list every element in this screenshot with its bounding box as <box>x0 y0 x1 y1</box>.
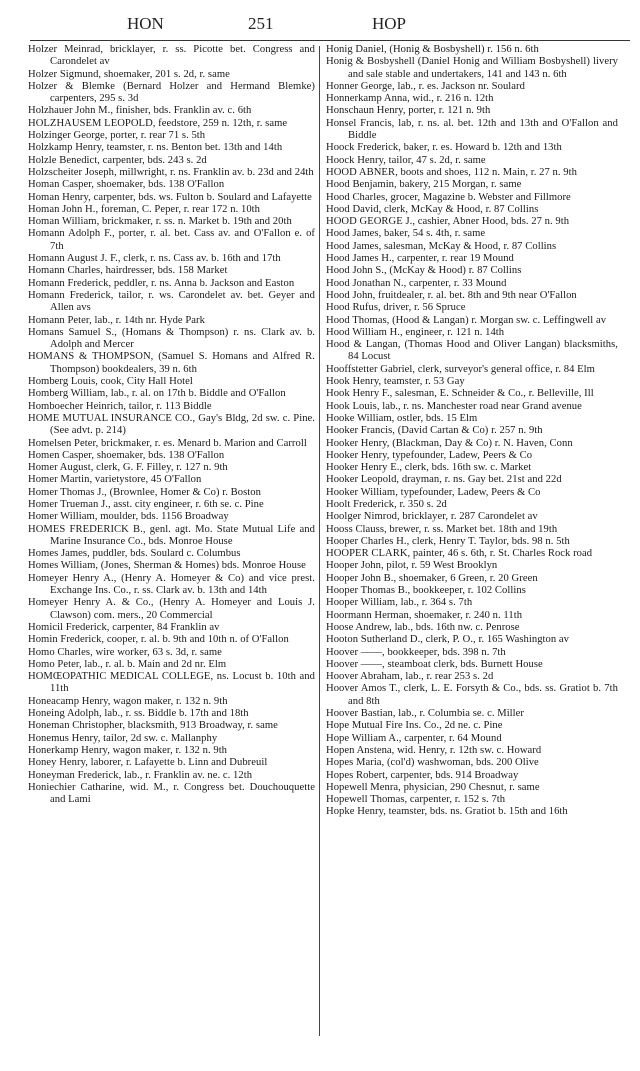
directory-entry: Homen Casper, shoemaker, bds. 138 O'Fallon <box>28 449 225 461</box>
directory-entry: HOMES FREDERICK B., genl. agt. Mo. State Mutual Life and Marine Insurance Co., bds. Monroe House <box>28 523 315 547</box>
directory-entry: Honnerkamp Anna, wid., r. 216 n. 12th <box>326 93 494 105</box>
directory-entry: Homicil Frederick, carpenter, 84 Franklin av <box>28 621 220 633</box>
directory-entry: Hoover Abraham, lab., r. rear 253 s. 2d <box>326 671 494 683</box>
directory-entry: Honner George, lab., r. es. Jackson nr. Soulard <box>326 80 525 92</box>
right-column <box>326 44 618 819</box>
directory-entry: Honsel Francis, lab, r. ns. al. bet. 12th and 13th and O'Fallon and Biddle <box>326 117 618 142</box>
directory-entry: Homer William, moulder, bds. 1156 Broadway <box>28 511 229 523</box>
directory-entry: Holzhauer John M., finisher, bds. Franklin av. c. 6th <box>28 105 252 117</box>
directory-entry: Hood Rufus, driver, r. 56 Spruce <box>326 302 466 314</box>
directory-entry: Honig & Bosbyshell (Daniel Honig and William Bosbyshell) livery and sale stable and undertakers, 141 and 143 n. 6th <box>326 56 618 80</box>
directory-entry: Honschaun Henry, porter, r. 121 n. 9th <box>326 105 491 117</box>
directory-entry: Homes William, (Jones, Sherman & Homes) bds. Monroe House <box>28 560 306 572</box>
column-divider <box>319 46 320 1036</box>
directory-entry: Hopewell Menra, physician, 290 Chesnut, r. same <box>326 781 540 793</box>
directory-entry: Hope Mutual Fire Ins. Co., 2d ne. c. Pine <box>326 720 503 732</box>
directory-entry: Hoose Andrew, lab., bds. 16th nw. c. Penrose <box>326 621 520 633</box>
directory-entry: Homan John H., foreman, C. Peper, r. rear 172 n. 10th <box>28 203 261 215</box>
directory-entry: HOLZHAUSEM LEOPOLD, feedstore, 259 n. 12th, r. same <box>28 117 288 129</box>
directory-entry: Hooffstetter Gabriel, clerk, surveyor's general office, r. 84 Elm <box>326 363 595 375</box>
directory-entry: Hood John, fruitdealer, r. al. bet. 8th and 9th near O'Fallon <box>326 289 577 301</box>
left-column <box>28 44 315 806</box>
directory-entry: Holzer Sigmund, shoemaker, 201 s. 2d, r. same <box>28 68 230 80</box>
directory-entry: Hook Henry F., salesman, E. Schneider & Co., r. Belleville, Ill <box>326 388 594 400</box>
directory-entry: Hope William A., carpenter, r. 64 Mound <box>326 732 502 744</box>
directory-entry: Homo Peter, lab., r. al. b. Main and 2d nr. Elm <box>28 658 227 670</box>
directory-entry: Honeing Adolph, lab., r. ss. Biddle b. 17th and 18th <box>28 708 249 720</box>
directory-entry: Homberg William, lab., r. al. on 17th b. Biddle and O'Fallon <box>28 388 286 400</box>
directory-entry: Homelsen Peter, brickmaker, r. es. Menard b. Marion and Carroll <box>28 437 307 449</box>
header-rule <box>30 40 630 41</box>
directory-entry: Hoormann Herman, shoemaker, r. 240 n. 11th <box>326 609 523 621</box>
right-guide-word: HOP <box>372 14 407 33</box>
directory-entry: Homann Peter, lab., r. 14th nr. Hyde Park <box>28 314 205 326</box>
directory-entry: Honiechier Catharine, wid. M., r. Congress bet. Douchouquette and Lami <box>28 781 315 806</box>
directory-entry: HOME MUTUAL INSURANCE CO., Gay's Bldg, 2d sw. c. Pine. (See advt. p. 214) <box>28 412 315 437</box>
directory-entry: Hooper John B., shoemaker, 6 Green, r. 20 Green <box>326 572 538 584</box>
directory-entry: Homes James, puddler, bds. Soulard c. Columbus <box>28 548 241 560</box>
directory-entry: Honig Daniel, (Honig & Bosbyshell) r. 156 n. 6th <box>326 44 539 55</box>
directory-entry: Hooker William, typefounder, Ladew, Peers & Co <box>326 486 541 498</box>
directory-entry: Homan William, brickmaker, r. ss. n. Market b. 19th and 20th <box>28 216 292 228</box>
directory-entry: Homan Henry, carpenter, bds. ws. Fulton b. Soulard and Lafayette <box>28 191 312 203</box>
directory-entry: Honerkamp Henry, wagon maker, r. 132 n. 9th <box>28 744 228 756</box>
directory-entry: Homer August, clerk, G. F. Filley, r. 127 n. 9th <box>28 462 228 474</box>
directory-entry: Homeyer Henry A. & Co., (Henry A. Homeyer and Louis J. Clawson) com. mers., 20 Commercial <box>28 597 315 621</box>
directory-entry: Homann Adolph F., porter, r. al. bet. Cass av. and O'Fallon e. of 7th <box>28 228 315 252</box>
directory-entry: Homin Frederick, cooper, r. al. b. 9th and 10th n. of O'Fallon <box>28 634 289 646</box>
directory-entry: Hood John S., (McKay & Hood) r. 87 Collins <box>326 265 522 277</box>
directory-entry: Homer Martin, varietystore, 45 O'Fallon <box>28 474 202 486</box>
directory-entry: Hood James, baker, 54 s. 4th, r. same <box>326 228 486 240</box>
directory-entry: Homann Frederick, tailor, r. ws. Carondelet av. bet. Geyer and Allen avs <box>28 289 315 314</box>
directory-entry: Hopes Maria, (col'd) washwoman, bds. 200 Olive <box>326 757 539 769</box>
directory-entry: Hooper John, pilot, r. 59 West Brooklyn <box>326 560 498 572</box>
directory-entry: Hood Benjamin, bakery, 215 Morgan, r. same <box>326 179 522 191</box>
directory-entry: Hooke William, ostler, bds. 15 Elm <box>326 412 478 424</box>
directory-entry: Homer Thomas J., (Brownlee, Homer & Co) r. Boston <box>28 486 261 498</box>
page-number: 251 <box>248 14 274 33</box>
directory-entry: Hood William H., engineer, r. 121 n. 14th <box>326 326 505 338</box>
directory-entry: Homann Frederick, peddler, r. ns. Anna b. Jackson and Easton <box>28 277 295 289</box>
directory-entry: Hood David, clerk, McKay & Hood, r. 87 Collins <box>326 203 539 215</box>
directory-entry: HOMANS & THOMPSON, (Samuel S. Homans and Alfred R. Thompson) bookdealers, 39 n. 6th <box>28 351 315 375</box>
directory-entry: Homann August J. F., clerk, r. ns. Cass av. b. 16th and 17th <box>28 253 281 265</box>
directory-entry: Holzscheiter Joseph, millwright, r. ns. Franklin av. b. 23d and 24th <box>28 166 314 178</box>
directory-entry: Hoover ——, bookkeeper, bds. 398 n. 7th <box>326 646 506 658</box>
directory-entry: Hooper William, lab., r. 364 s. 7th <box>326 597 473 609</box>
directory-entry: Hopen Anstena, wid. Henry, r. 12th sw. c. Howard <box>326 744 542 756</box>
directory-entry: Holzinger George, porter, r. rear 71 s. 5th <box>28 130 206 142</box>
directory-entry: Hoock Henry, tailor, 47 s. 2d, r. same <box>326 154 486 166</box>
directory-entry: Hook Louis, lab., r. ns. Manchester road near Grand avenue <box>326 400 582 412</box>
directory-entry: Honeacamp Henry, wagon maker, r. 132 n. 9th <box>28 695 228 707</box>
directory-entry: Hooker Henry, (Blackman, Day & Co) r. N. Haven, Conn <box>326 437 573 449</box>
directory-entry: Hood Charles, grocer, Magazine b. Webster and Fillmore <box>326 191 571 203</box>
left-guide-word: HON <box>127 14 164 33</box>
directory-entry: Holzer & Blemke (Bernard Holzer and Hermand Blemke) carpenters, 295 s. 3d <box>28 80 315 105</box>
directory-entry: Hoolger Nimrod, bricklayer, r. 287 Carondelet av <box>326 511 538 523</box>
directory-entry: Hooker Henry E., clerk, bds. 16th sw. c. Market <box>326 462 532 474</box>
directory-entry: Homer Trueman J., asst. city engineer, r. 6th se. c. Pine <box>28 498 264 510</box>
directory-entry: Hood James H., carpenter, r. rear 19 Mound <box>326 253 514 265</box>
directory-entry: HOOPER CLARK, painter, 46 s. 6th, r. St. Charles Rock road <box>326 548 593 560</box>
directory-entry: Honeyman Frederick, lab., r. Franklin av. ne. c. 12th <box>28 769 253 781</box>
directory-entry: Hood Thomas, (Hood & Langan) r. Morgan sw. c. Leffingwell av <box>326 314 607 326</box>
directory-entry: Honeman Christopher, blacksmith, 913 Broadway, r. same <box>28 720 278 732</box>
directory-entry: Hooker Henry, typefounder, Ladew, Peers & Co <box>326 449 533 461</box>
directory-entry: Hoover Bastian, lab., r. Columbia se. c. Miller <box>326 708 525 720</box>
directory-entry: Hopke Henry, teamster, bds. ns. Gratiot b. 15th and 16th <box>326 806 568 818</box>
directory-entry: Hooss Clauss, brewer, r. ss. Market bet. 18th and 19th <box>326 523 558 535</box>
directory-entry: Hooker Francis, (David Cartan & Co) r. 257 n. 9th <box>326 425 543 437</box>
directory-entry: Hoover ——, steamboat clerk, bds. Burnett House <box>326 658 543 670</box>
directory-entry: Homeyer Henry A., (Henry A. Homeyer & Co) and vice prest. Exchange Ins. Co., r. ss. Clark av. b. 13th and 14th <box>28 572 315 597</box>
page-header <box>0 14 640 38</box>
directory-entry: Homo Charles, wire worker, 63 s. 3d, r. same <box>28 646 222 658</box>
directory-entry: Hood & Langan, (Thomas Hood and Oliver Langan) blacksmiths, 84 Locust <box>326 339 618 363</box>
directory-entry: Hoolt Frederick, r. 350 s. 2d <box>326 498 447 510</box>
directory-entry: Homan Casper, shoemaker, bds. 138 O'Fallon <box>28 179 225 191</box>
directory-entry: Hook Henry, teamster, r. 53 Gay <box>326 376 465 388</box>
directory-entry: HOOD ABNER, boots and shoes, 112 n. Main, r. 27 n. 9th <box>326 166 577 178</box>
directory-entry: Hopes Robert, carpenter, bds. 914 Broadway <box>326 769 519 781</box>
directory-entry: Hoover Amos T., clerk, L. E. Forsyth & Co., bds. ss. Gratiot b. 7th and 8th <box>326 683 618 707</box>
directory-entry: Homboecher Heinrich, tailor, r. 113 Biddle <box>28 400 212 412</box>
directory-entry: Hopewell Thomas, carpenter, r. 152 s. 7th <box>326 794 506 806</box>
directory-entry: Hood Jonathan N., carpenter, r. 33 Mound <box>326 277 507 289</box>
directory-entry: Honey Henry, laborer, r. Lafayette b. Linn and Dubreuil <box>28 757 268 769</box>
directory-entry: Hooper Charles H., clerk, Henry T. Taylor, bds. 98 n. 5th <box>326 535 570 547</box>
directory-entry: Hoock Frederick, baker, r. es. Howard b. 12th and 13th <box>326 142 562 154</box>
directory-entry: HOMŒOPATHIC MEDICAL COLLEGE, ns. Locust b. 10th and 11th <box>28 671 315 695</box>
directory-entry: Homann Charles, hairdresser, bds. 158 Market <box>28 265 228 277</box>
directory-entry: Hooton Sutherland D., clerk, P. O., r. 165 Washington av <box>326 634 570 646</box>
directory-entry: Hood James, salesman, McKay & Hood, r. 87 Collins <box>326 240 557 252</box>
directory-entry: Holzer Meinrad, bricklayer, r. ss. Picotte bet. Congress and Carondelet av <box>28 44 315 68</box>
directory-entry: Honemus Henry, tailor, 2d sw. c. Mallanphy <box>28 732 218 744</box>
directory-entry: Holzkamp Henry, teamster, r. ns. Benton bet. 13th and 14th <box>28 142 283 154</box>
directory-entry: HOOD GEORGE J., cashier, Abner Hood, bds. 27 n. 9th <box>326 216 570 228</box>
directory-entry: Hooper Thomas B., bookkeeper, r. 102 Collins <box>326 585 526 597</box>
directory-entry: Holzle Benedict, carpenter, bds. 243 s. 2d <box>28 154 207 166</box>
directory-entry: Hooker Leopold, drayman, r. ns. Gay bet. 21st and 22d <box>326 474 562 486</box>
directory-entry: Homberg Louis, cook, City Hall Hotel <box>28 376 193 388</box>
directory-entry: Homans Samuel S., (Homans & Thompson) r. ns. Clark av. b. Adolph and Mercer <box>28 326 315 351</box>
